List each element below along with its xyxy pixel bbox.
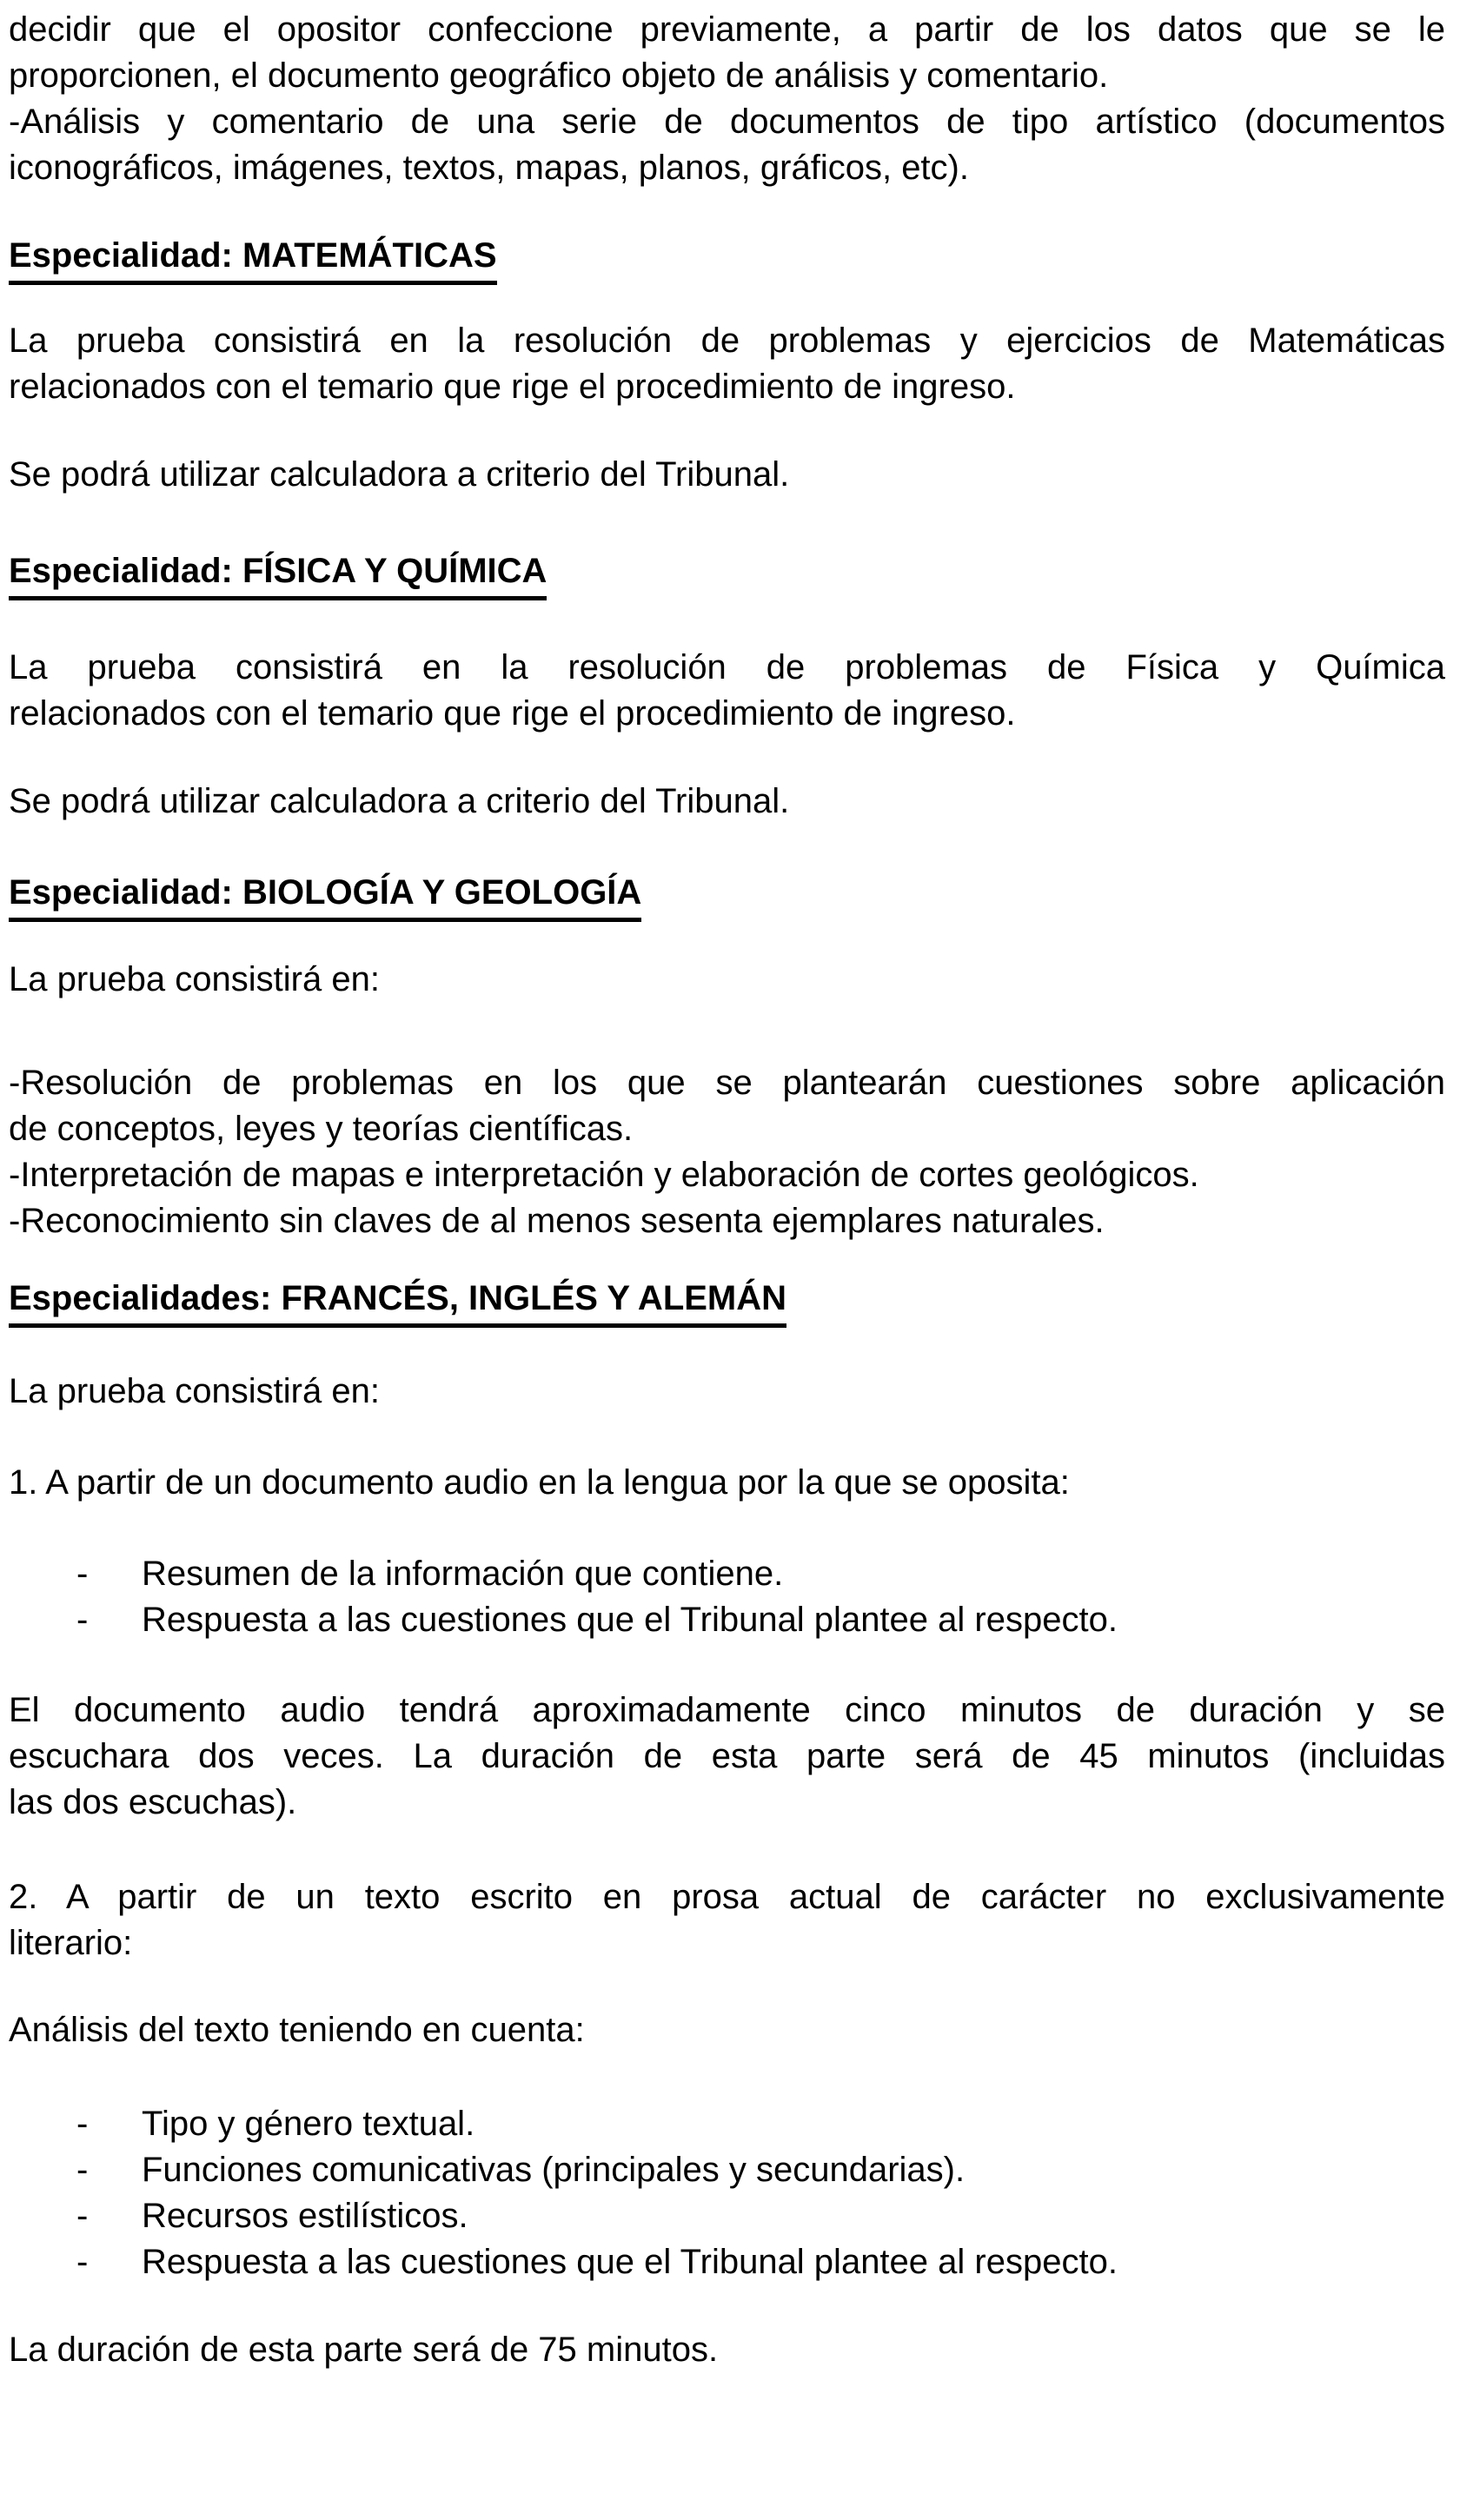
dash-list-analisis: [9, 2101, 1445, 2285]
text-line: -Análisis y comentario de una serie de documentos de tipo artístico (documentos: [9, 103, 1445, 141]
heading-text: Especialidad: MATEMÁTICAS: [9, 233, 497, 285]
text-line: La prueba consistirá en la resolución de problemas de Física y Química: [9, 648, 1445, 686]
text-line: -Resolución de problemas en los que se plantearán cuestiones sobre aplicación: [9, 1064, 1445, 1102]
text-line: El documento audio tendrá aproximadamente cinco minutos de duración y se: [9, 1691, 1445, 1729]
paragraph-idiomas-consistira: [9, 1369, 1445, 1415]
paragraph-calculadora-2: [9, 779, 1445, 825]
text-line: decidir que el opositor confeccione previamente, a partir de los datos que se le: [9, 10, 1445, 49]
list-item-text: Funciones comunicativas (principales y secundarias).: [142, 2151, 966, 2189]
text-line: -Interpretación de mapas e interpretación y elaboración de cortes geológicos.: [9, 1156, 1199, 1194]
paragraph-calculadora-1: [9, 452, 1445, 498]
text-line: iconográficos, imágenes, textos, mapas, planos, gráficos, etc).: [9, 149, 969, 187]
list-item-text: Respuesta a las cuestiones que el Tribunal plantee al respecto.: [142, 2243, 1118, 2281]
heading-text: Especialidad: FÍSICA Y QUÍMICA: [9, 548, 547, 600]
paragraph-audio-intro: [9, 1460, 1445, 1506]
paragraph-fisica-prueba: [9, 645, 1445, 737]
paragraph-duracion-75: [9, 2327, 1445, 2373]
dash-marker: -: [76, 2151, 89, 2189]
list-item: [9, 2147, 1445, 2193]
paragraph-analisis-texto: [9, 2007, 1445, 2053]
text-line: La prueba consistirá en la resolución de problemas y ejercicios de Matemáticas: [9, 322, 1445, 360]
text-line: relacionados con el temario que rige el procedimiento de ingreso.: [9, 694, 1016, 733]
list-item: [9, 2239, 1445, 2285]
text-line: proporcionen, el documento geográfico objeto de análisis y comentario.: [9, 56, 1109, 95]
dash-marker: -: [76, 2105, 89, 2143]
text-line: 1. A partir de un documento audio en la lengua por la que se oposita:: [9, 1463, 1070, 1502]
text-line: La prueba consistirá en:: [9, 1372, 380, 1410]
paragraph-biologia-items: [9, 1060, 1445, 1244]
text-line: las dos escuchas).: [9, 1783, 297, 1821]
list-item: [9, 1597, 1445, 1643]
text-line: relacionados con el temario que rige el procedimiento de ingreso.: [9, 368, 1016, 406]
list-item-text: Tipo y género textual.: [142, 2105, 475, 2143]
text-line: Análisis del texto teniendo en cuenta:: [9, 2011, 585, 2049]
paragraph-duracion-audio: [9, 1688, 1445, 1826]
text-line: -Reconocimiento sin claves de al menos sesenta ejemplares naturales.: [9, 1202, 1105, 1240]
text-line: escuchara dos veces. La duración de esta parte será de 45 minutos (incluidas: [9, 1737, 1445, 1775]
heading-text: Especialidad: BIOLOGÍA Y GEOLOGÍA: [9, 870, 641, 922]
dash-marker: -: [76, 1555, 89, 1593]
paragraph-biologia-consistira: [9, 957, 1445, 1003]
list-item-text: Recursos estilísticos.: [142, 2197, 468, 2235]
dash-list-audio: [9, 1551, 1445, 1643]
text-line: La prueba consistirá en:: [9, 960, 380, 998]
list-item: [9, 2193, 1445, 2239]
list-item-text: Respuesta a las cuestiones que el Tribunal plantee al respecto.: [142, 1601, 1118, 1639]
dash-marker: -: [76, 2197, 89, 2235]
dash-marker: -: [76, 2243, 89, 2281]
list-item: [9, 2101, 1445, 2147]
heading-text: Especialidades: FRANCÉS, INGLÉS Y ALEMÁN: [9, 1276, 786, 1328]
paragraph-geografia-intro: [9, 7, 1445, 99]
dash-marker: -: [76, 1601, 89, 1639]
paragraph-texto-escrito: [9, 1874, 1445, 1966]
text-line: Se podrá utilizar calculadora a criterio del Tribunal.: [9, 782, 790, 820]
text-line: literario:: [9, 1924, 133, 1962]
paragraph-matematicas-prueba: [9, 318, 1445, 410]
text-line: La duración de esta parte será de 75 minutos.: [9, 2331, 719, 2369]
section-heading-fisica-quimica: [9, 548, 1445, 606]
section-heading-biologia-geologia: [9, 870, 1445, 927]
text-line: de conceptos, leyes y teorías científicas.: [9, 1110, 634, 1148]
text-line: 2. A partir de un texto escrito en prosa actual de carácter no exclusivamente: [9, 1878, 1445, 1916]
paragraph-analisis-artistico: [9, 99, 1445, 191]
list-item-text: Resumen de la información que contiene.: [142, 1555, 784, 1593]
text-line: Se podrá utilizar calculadora a criterio del Tribunal.: [9, 455, 790, 494]
list-item: [9, 1551, 1445, 1597]
section-heading-matematicas: [9, 233, 1445, 290]
section-heading-idiomas: [9, 1276, 1445, 1333]
